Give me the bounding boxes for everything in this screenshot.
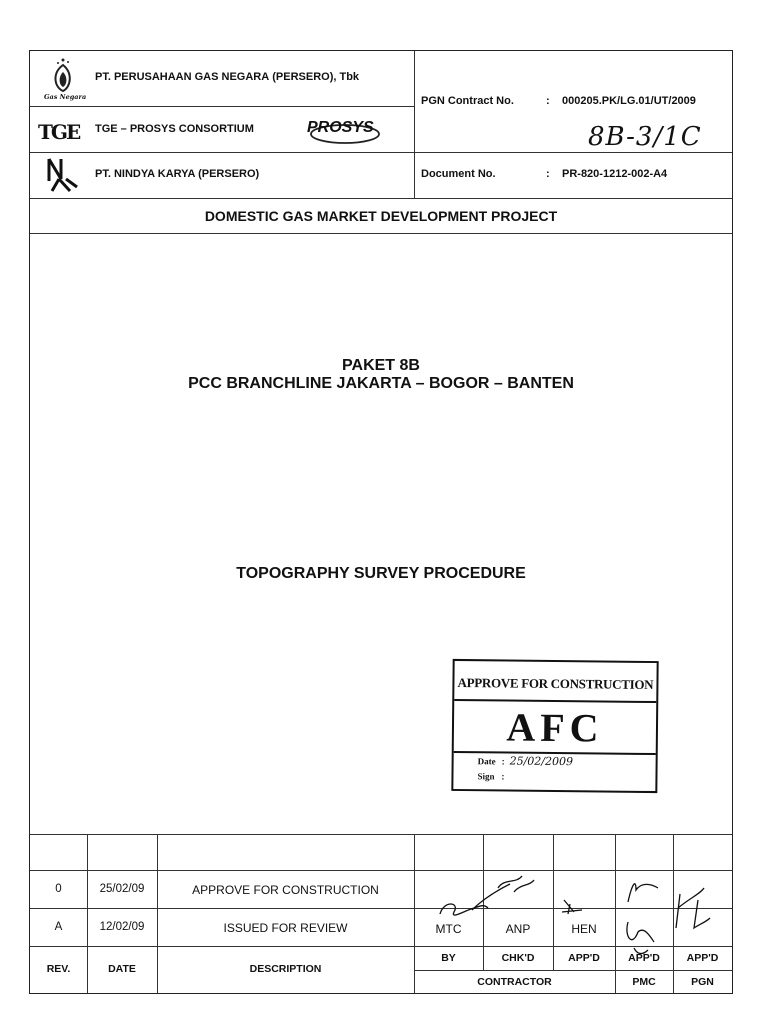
footer-contractor: CONTRACTOR [477,976,552,988]
stamp-date-value: 25/02/2009 [509,754,574,769]
footer-description: DESCRIPTION [249,963,322,975]
footer-rev: REV. [46,963,71,975]
footer-pgn-appd: APP'D [686,952,719,964]
tge-prosys-name: TGE – PROSYS CONSORTIUM [95,123,254,135]
document-value: PR-820-1212-002-A4 [562,168,668,180]
nindya-logo-icon [44,157,78,193]
footer-chkd: CHK'D [501,952,535,964]
pgn-suffix: (PERSERO), Tbk [272,71,360,83]
revA-number: A [54,921,63,933]
tge-logo: TGE [38,120,80,144]
header-divider-vertical [414,51,415,198]
header-divider-1 [30,106,414,107]
initial-appd: HEN [571,922,597,936]
pgn-company-name [95,71,359,83]
pgn-logo [38,55,88,103]
stamp-date-label: Date [477,756,496,767]
footer-appd: APP'D [568,952,600,964]
initial-chkd: ANP [505,922,531,936]
document-sep: : [546,168,550,180]
pgn-logo-caption: Gas Negara [44,93,87,101]
afc-stamp [451,659,658,793]
document-title: TOPOGRAPHY SURVEY PROCEDURE [236,565,526,582]
prosys-logo [305,114,383,146]
project-title: DOMESTIC GAS MARKET DEVELOPMENT PROJECT [204,208,558,224]
package-title: PAKET 8B [342,357,420,374]
contract-handwritten-note: 8B-3/1C [588,122,702,152]
rev0-description: APPROVE FOR CONSTRUCTION [192,883,379,897]
header-divider-2 [30,152,732,153]
stamp-sign-label: Sign [477,771,495,782]
contract-value: 000205.PK/LG.01/UT/2009 [562,95,696,107]
revA-description: ISSUED FOR REVIEW [223,921,348,935]
rev0-number: 0 [55,883,62,895]
nindya-name: PT. NINDYA KARYA (PERSERO) [95,168,260,180]
prosys-logo-text: PROSYS [307,119,374,136]
stamp-title: APPROVE FOR CONSTRUCTION [457,674,654,693]
stamp-date-sep: : [501,756,505,767]
document-label: Document No. [421,168,496,180]
revA-date: 12/02/09 [99,921,145,933]
stamp-sign-sep: : [501,771,505,782]
initial-by: MTC [435,922,462,936]
footer-pgn: PGN [691,976,714,988]
rev0-date: 25/02/09 [99,883,145,895]
rev-line-4 [414,970,732,971]
footer-pmc: PMC [632,976,656,988]
pgn-name: PT. PERUSAHAAN GAS NEGARA [95,71,270,83]
route-title: PCC BRANCHLINE JAKARTA – BOGOR – BANTEN [188,375,574,392]
footer-date: DATE [108,963,136,975]
document-frame [29,50,733,994]
contract-sep: : [546,95,550,107]
stamp-code: AFC [506,704,604,751]
contract-label: PGN Contract No. [421,95,514,107]
footer-by: BY [441,952,456,964]
header-divider-3 [30,198,732,199]
rev-top-line [30,834,732,835]
header-divider-4 [30,233,732,234]
nindya-logo [44,157,78,193]
footer-pmc-appd: APP'D [628,952,660,964]
